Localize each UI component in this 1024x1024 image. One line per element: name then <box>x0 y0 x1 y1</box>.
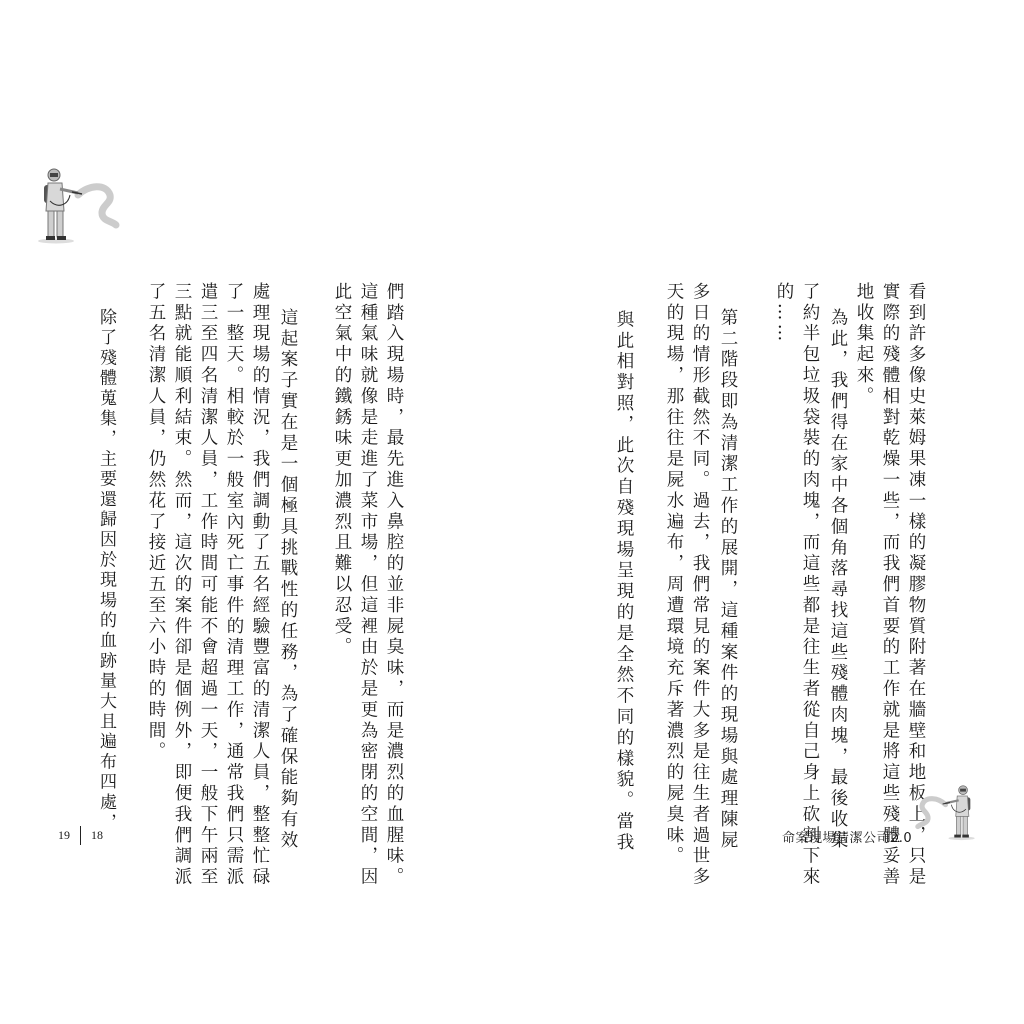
right-col-1: 與此相對照，此次自殘現場呈現的是全然不同的樣貌。當我 <box>614 310 634 854</box>
cleaner-spraying-figure-icon <box>28 165 124 245</box>
left-col-7: 這起案子實在是一個極具挑戰性的任務，為了確保能夠有效 <box>278 308 298 852</box>
left-col-10: 們踏入現場時，最先進入鼻腔的並非屍臭味，而是濃烈的血腥味。 <box>384 282 404 889</box>
right-col-2: 天的現場，那往往是屍水遍布，周遭環境充斥著濃烈的屍臭味。 <box>664 282 684 868</box>
left-col-4: 遣三至四名清潔人員，工作時間可能不會超過一天，一般下午兩至 <box>198 282 218 889</box>
right-page-number: 18 <box>91 828 103 842</box>
right-col-10: 看到許多像史萊姆果凍一樣的凝膠物質附著在牆壁和地板上，只是 <box>906 282 926 889</box>
right-col-6: 了約半包垃圾袋裝的肉塊，而這些都是往生者從自己身上砍割下來 <box>800 282 820 889</box>
right-col-8: 地收集起來。 <box>854 282 874 408</box>
left-col-2: 了五名清潔人員，仍然花了接近五至六小時的時間。 <box>146 282 166 763</box>
left-col-1: 除了殘體蒐集，主要還歸因於現場的血跡量大且遍布四處， <box>96 308 116 834</box>
left-col-6: 處理現場的情況，我們調動了五名經驗豐富的清潔人員，整整忙碌 <box>250 282 270 889</box>
right-col-4: 第二階段即為清潔工作的展開，這種案件的現場與處理陳屍 <box>718 308 738 852</box>
left-page-number: 19 <box>58 828 70 842</box>
left-col-9: 這種氣味就像是走進了菜市場，但這裡由於是更為密閉的空間，因 <box>358 282 378 889</box>
left-col-3: 三點就能順利結束。然而，這次的案件卻是個例外，即便我們調派 <box>172 282 192 889</box>
right-col-3: 多日的情形截然不同。過去，我們常見的案件大多是往生者過世多 <box>690 282 710 889</box>
book-title: 命案現場清潔公司2.0 <box>782 831 913 846</box>
right-col-7: 為此，我們得在家中各個角落尋找這些殘體肉塊，最後收集 <box>828 308 848 852</box>
right-col-5: 的…… <box>774 282 794 345</box>
left-col-5: 了一整天。相較於一般室內死亡事件的清理工作，通常我們只需派 <box>224 282 244 889</box>
page-number-divider <box>80 826 81 845</box>
left-col-8: 此空氣中的鐵銹味更加濃烈且難以忍受。 <box>332 282 352 659</box>
cleaner-spraying-figure-icon <box>912 782 982 842</box>
right-col-9: 實際的殘體相對乾燥一些，而我們首要的工作就是將這些殘體妥善 <box>880 282 900 889</box>
